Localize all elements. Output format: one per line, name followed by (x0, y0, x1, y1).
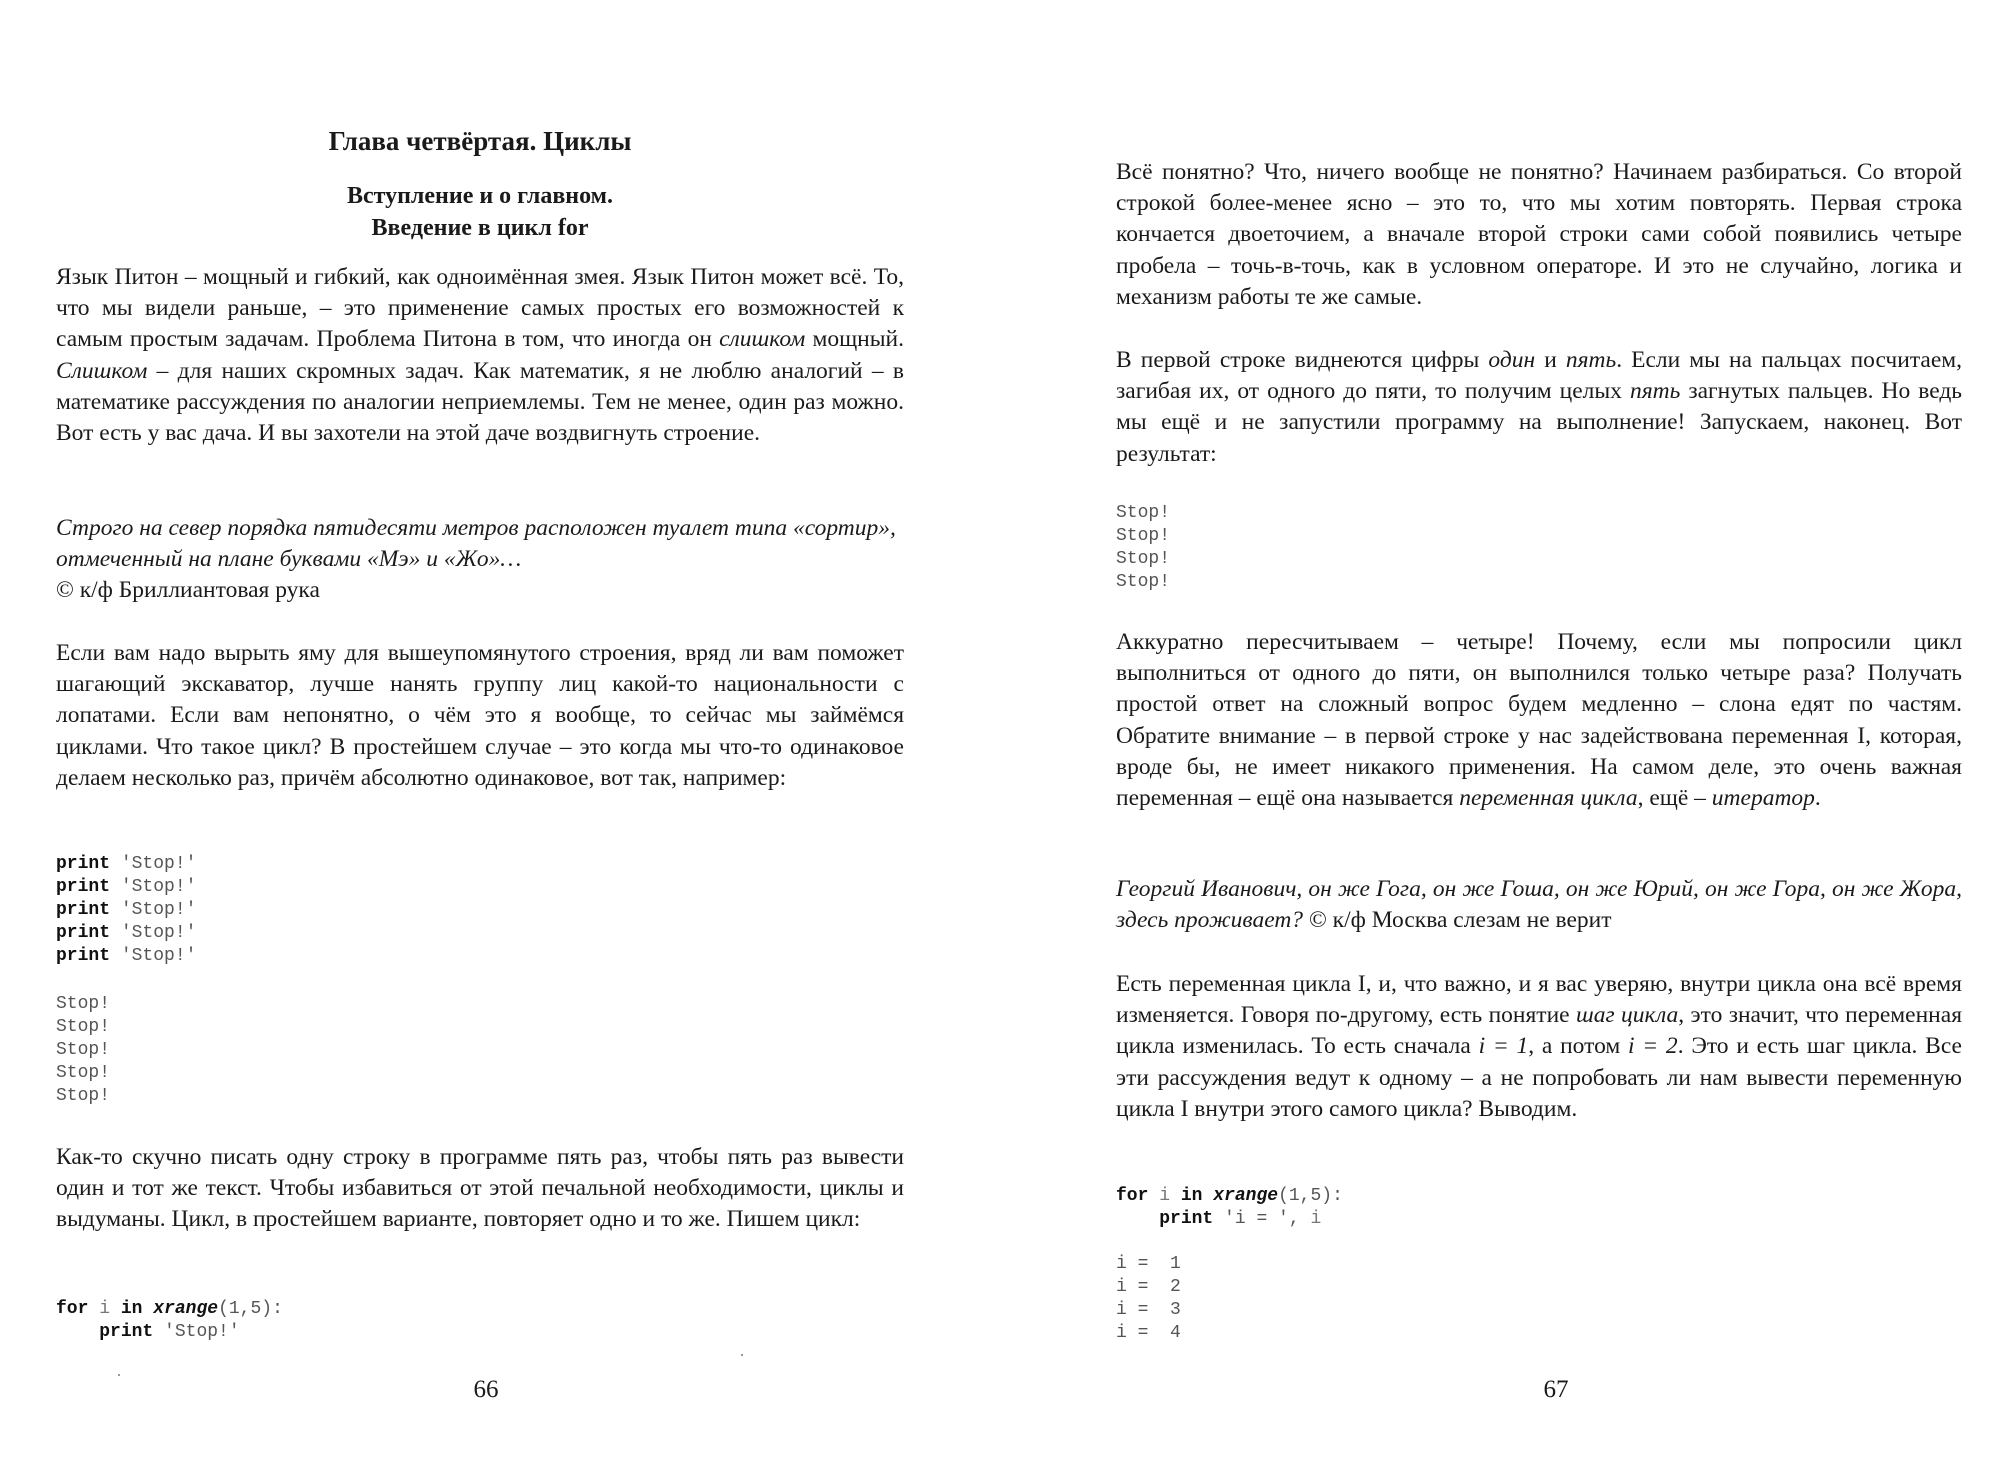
output-line: i = 4 (1116, 1323, 1181, 1343)
right-p2-emphasis-1: один (1488, 347, 1536, 373)
output-line: Stop! (1116, 526, 1171, 546)
right-p2-emphasis-3: пять (1629, 378, 1681, 405)
left-paragraph-3 (56, 1142, 904, 1236)
right-p4-text-b: , это значит, что переменная цикла изменилась. То есть сначала (1116, 1002, 1962, 1060)
left-page (56, 0, 904, 1471)
left-quote-text: Строго на север порядка пятидесяти метров расположен туалет типа «сортир», отмеченный на плане буквами «Мэ» и «Жо»… (56, 515, 896, 573)
right-p4-emphasis-1: шаг цикла (1575, 1002, 1679, 1029)
right-p3-emphasis-2: итератор (1711, 785, 1815, 812)
left-p1-emphasis-2: Слишком (56, 357, 148, 384)
right-p4-text-c: , а потом (1528, 1033, 1629, 1060)
code-line: print 'Stop!' (56, 900, 197, 920)
right-p4-text-d: . Это и есть шаг цикла. Все эти рассуждения ведут к одному – а не попробовать ли нам вывести переменную цикла I внутри этого самого цикла? Выводим. (1116, 1033, 1962, 1122)
output-line: Stop! (1116, 503, 1171, 523)
right-p3-text-a: Аккуратно пересчитываем – четыре! Почему, если мы попросили цикл выполниться от одного до пяти, он выполнился только четыре раза? Получать простой ответ на сложный вопрос будем медленно – слона едят по частям. Обратите внимание – в первой строке у нас задействована переменная I, которая, вроде бы, не имеет никакого применения. На самом деле, это очень важная переменная – ещё она называется (1116, 629, 1962, 812)
output-line: Stop! (1116, 549, 1171, 569)
output-line: Stop! (1116, 572, 1171, 592)
code-line: print 'Stop!' (56, 854, 197, 874)
right-p2-text-d: загнутых пальцев. Но ведь мы ещё и не запустили программу на выполнение! Запускаем, наконец. Вот результат: (1116, 378, 1962, 467)
right-p2-emphasis-2: пять (1565, 347, 1617, 373)
left-output-block-1 (56, 993, 904, 1108)
code-line: print 'Stop!' (56, 923, 197, 943)
right-p3-text-b: , ещё – (1637, 785, 1712, 812)
left-p1-text-a: Язык Питон – мощный и гибкий, как одноимённая змея. Язык Питон может всё. То, что мы видели раньше, – это применение самых простых его возможностей к самым простым задачам. Проблема Питона в том, что иногда он (56, 264, 904, 353)
page-number-left: 66 (473, 1376, 499, 1403)
left-paragraph-2 (56, 638, 904, 794)
right-paragraph-4 (1116, 969, 1962, 1125)
math-i-equals-1: i = 1 (1478, 1033, 1529, 1060)
page-number-right: 67 (1543, 1376, 1569, 1403)
right-p3-text-c: . (1814, 785, 1821, 812)
output-line: Stop! (56, 1063, 111, 1083)
output-line: Stop! (56, 1040, 111, 1060)
left-paragraph-1 (56, 262, 904, 449)
right-code-block-1 (1116, 1185, 1962, 1231)
print-speck (741, 1354, 743, 1356)
right-p1-text: Всё понятно? Что, ничего вообще не понятно? Начинаем разбираться. Со второй строкой более-менее ясно – это то, что мы хотим повторять. Первая строка кончается двоеточием, а вначале второй строки сами собой появились четыре пробела – точь-в-точь, как в условном операторе. И это не случайно, логика и механизм работы те же самые. (1116, 159, 1962, 310)
output-line: Stop! (56, 994, 111, 1014)
output-i-lines (1116, 1253, 1962, 1345)
left-p1-text-c: – для наших скромных задач. Как математик, я не люблю аналогий – в математике рассуждения по аналогии неприемлемы. Тем не менее, один раз можно. Вот есть у вас дача. И вы захотели на этой даче воздвигнуть строение. (56, 357, 904, 447)
output-line: i = 2 (1116, 1277, 1181, 1297)
output-line: i = 3 (1116, 1300, 1181, 1320)
math-i-equals-2: i = 2 (1628, 1033, 1678, 1060)
right-paragraph-1 (1116, 157, 1962, 313)
output-stop-lines (1116, 502, 1962, 594)
code-for-loop: for i in xrange(1,5): print 'Stop!' (56, 1299, 283, 1342)
right-p2-text-b: и (1535, 347, 1566, 373)
left-p1-text-b: мощный. (805, 326, 904, 353)
right-p2-text-c: . Если мы на пальцах посчитаем, загибая их, от одного до пяти, то получим целых (1116, 347, 1962, 405)
right-quote-source: © к/ф Москва слезам не верит (1303, 907, 1612, 934)
left-p3-text: Как-то скучно писать одну строку в программе пять раз, чтобы пять раз вывести один и тот же текст. Чтобы избавиться от этой печальной необходимости, циклы и выдуманы. Цикл, в простейшем варианте, повторяет одно и то же. Пишем цикл: (56, 1144, 904, 1233)
right-quote-text: Георгий Иванович, он же Гога, он же Гоша, он же Юрий, он же Гора, он же Жора, здесь проживает? (1116, 876, 1962, 934)
chapter-title: Глава четвёртая. Циклы (328, 126, 632, 156)
right-p2-text-a: В первой строке виднеются цифры (1116, 347, 1489, 373)
right-p3-emphasis-1: переменная цикла (1459, 785, 1638, 812)
code-line: print 'Stop!' (56, 946, 197, 966)
right-p4-text-a: Есть переменная цикла I, и, что важно, и я вас уверяю, внутри цикла она всё время изменяется. Говоря по-другому, есть понятие (1116, 971, 1962, 1029)
output-line: Stop! (56, 1086, 111, 1106)
left-code-block-1 (56, 853, 904, 968)
left-quote (56, 513, 904, 607)
section-title (56, 180, 904, 244)
output-stop-lines (56, 993, 904, 1108)
left-code-block-2 (56, 1298, 904, 1344)
left-p1-emphasis-1: слишком (719, 326, 806, 353)
right-quote (1116, 874, 1962, 936)
right-paragraph-2 (1116, 345, 1962, 470)
code-print-lines (56, 853, 904, 968)
output-line: Stop! (56, 1017, 111, 1037)
code-line: print 'Stop!' (56, 877, 197, 897)
right-output-block-1 (1116, 502, 1962, 594)
right-output-block-2 (1116, 1253, 1962, 1345)
code-for-loop-print-i: for i in xrange(1,5): print 'i = ', i (1116, 1186, 1343, 1229)
right-paragraph-3 (1116, 627, 1962, 814)
left-p2-text: Если вам надо вырыть яму для вышеупомянутого строения, вряд ли вам поможет шагающий экскаватор, лучше нанять группу лиц какой-то национальности с лопатами. Если вам непонятно, о чём это я вообще, то сейчас мы займёмся циклами. Что такое цикл? В простейшем случае – это когда мы что-то одинаковое делаем несколько раз, причём абсолютно одинаковое, вот так, например: (56, 640, 904, 791)
right-page (1116, 0, 1962, 1471)
left-quote-source: © к/ф Бриллиантовая рука (56, 577, 320, 604)
print-speck (118, 1374, 120, 1376)
output-line: i = 1 (1116, 1254, 1181, 1274)
section-title-line2: Введение в цикл for (371, 215, 589, 241)
section-title-line1: Вступление и о главном. (346, 183, 614, 209)
